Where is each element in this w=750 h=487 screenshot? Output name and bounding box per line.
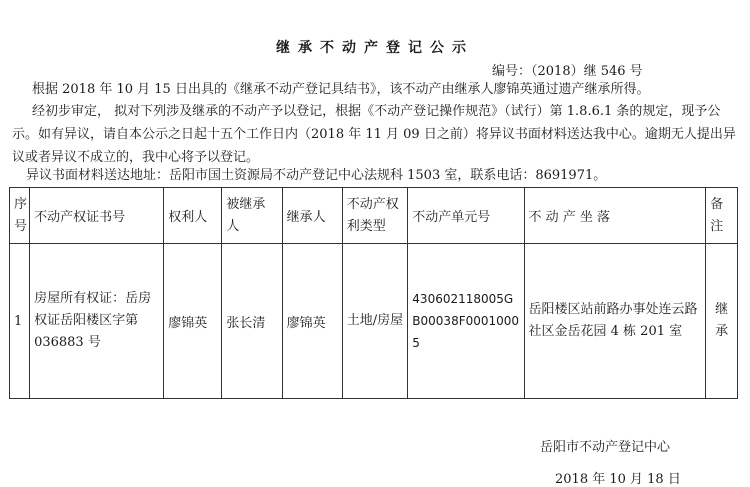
cell-note: 继承 (706, 244, 738, 399)
cell-location: 岳阳楼区站前路办事处连云路社区金岳花园 4 栋 201 室 (524, 244, 706, 399)
header-note: 备注 (706, 188, 738, 244)
document-number: 编号：（2018）继 546 号 (492, 64, 643, 79)
property-table (9, 187, 738, 399)
cell-holder: 廖锦英 (164, 244, 222, 399)
header-holder: 权利人 (164, 188, 222, 244)
table-row (10, 244, 738, 399)
cell-seq: 1 (10, 244, 30, 399)
header-cert: 不动产权证书号 (30, 188, 164, 244)
table-header-row (10, 188, 738, 244)
header-type: 不动产权利类型 (342, 188, 408, 244)
cell-unit: 430602118005GB00038F00010005 (408, 244, 524, 399)
cell-heir: 廖锦英 (282, 244, 342, 399)
header-decedent: 被继承人 (222, 188, 282, 244)
header-location: 不 动 产 坐 落 (524, 188, 706, 244)
page-title: 继承不动产登记公示 (276, 40, 474, 56)
issuing-organization: 岳阳市不动产登记中心 (540, 440, 671, 455)
header-seq: 序号 (10, 188, 30, 244)
issue-date: 2018 年 10 月 18 日 (555, 472, 681, 487)
paragraph-basis: 根据 2018 年 10 月 15 日出具的《继承不动产登记具结书》，该不动产由继承人廖锦英通过遗产继承所得。 (32, 82, 650, 97)
cell-decedent: 张长清 (222, 244, 282, 399)
header-heir: 继承人 (282, 188, 342, 244)
paragraph-review: 经初步审定， 拟对下列涉及继承的不动产予以登记，根据《不动产登记操作规范》（试行）第 1.8.6.1 条的规定，现予公示。如有异议，请自本公示之日起十五个工作日内（2018 年 11 月 09 日之前）将异议书面材料送达我中心。逾期无人提出异议或者异议不成立的，我中心将予以登记。 (12, 104, 736, 165)
cell-type: 土地/房屋 (342, 244, 408, 399)
paragraph-objection-address: 异议书面材料送达地址：岳阳市国土资源局不动产登记中心法规科 1503 室，联系电话：8691971。 (26, 168, 607, 183)
header-unit: 不动产单元号 (408, 188, 524, 244)
cell-cert: 房屋所有权证：岳房权证岳阳楼区字第 036883 号 (30, 244, 164, 399)
